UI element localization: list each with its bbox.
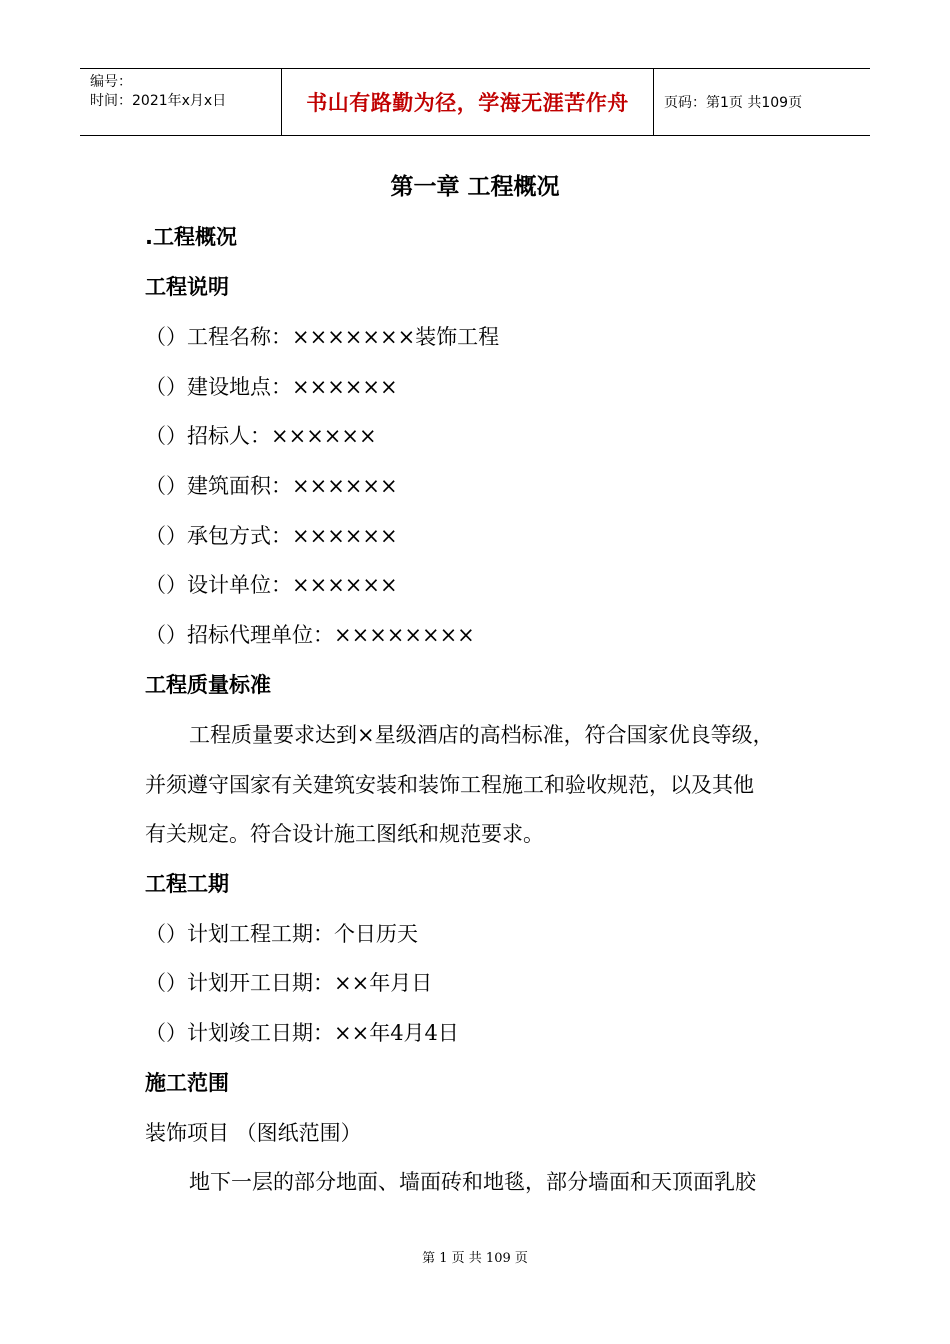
description-item: （）设计单位：×××××× — [145, 573, 398, 597]
subsection-scope: 施工范围 — [145, 1071, 229, 1095]
header-page-info: 页码：第1页 共109页 — [664, 95, 803, 111]
document-header — [80, 68, 870, 136]
scope-line: 装饰项目 （图纸范围） — [145, 1121, 362, 1145]
quality-paragraph-line: 工程质量要求达到×星级酒店的高档标准，符合国家优良等级， — [189, 723, 774, 747]
time-label: 时间：2021年x月x日 — [90, 93, 227, 109]
scope-paragraph-line: 地下一层的部分地面、墙面砖和地毯，部分墙面和天顶面乳胶 — [189, 1170, 756, 1194]
quality-paragraph-line: 有关规定。符合设计施工图纸和规范要求。 — [145, 822, 544, 846]
header-motto: 书山有路勤为径，学海无涯苦作舟 — [282, 69, 654, 135]
description-item: （）建筑面积：×××××× — [145, 474, 398, 498]
description-item: （）承包方式：×××××× — [145, 524, 398, 548]
description-item: （）建设地点：×××××× — [145, 375, 398, 399]
subsection-description: 工程说明 — [145, 275, 229, 299]
schedule-item: （）计划开工日期：××年月日 — [145, 971, 433, 995]
header-meta-cell — [80, 69, 282, 135]
chapter-title: 第一章 工程概况 — [390, 174, 560, 200]
schedule-item: （）计划工程工期：个日历天 — [145, 922, 418, 946]
description-item: （）工程名称：×××××××装饰工程 — [145, 325, 500, 349]
subsection-quality: 工程质量标准 — [145, 673, 271, 697]
quality-paragraph-line: 并须遵守国家有关建筑安装和装饰工程施工和验收规范，以及其他 — [145, 773, 754, 797]
page-footer: 第 1 页 共 109 页 — [422, 1251, 528, 1266]
number-label: 编号： — [90, 74, 132, 90]
description-item: （）招标人：×××××× — [145, 424, 377, 448]
description-item: （）招标代理单位：×××××××× — [145, 623, 475, 647]
subsection-schedule: 工程工期 — [145, 872, 229, 896]
section-title: .工程概况 — [145, 225, 237, 249]
schedule-item: （）计划竣工日期：××年4月4日 — [145, 1021, 459, 1045]
